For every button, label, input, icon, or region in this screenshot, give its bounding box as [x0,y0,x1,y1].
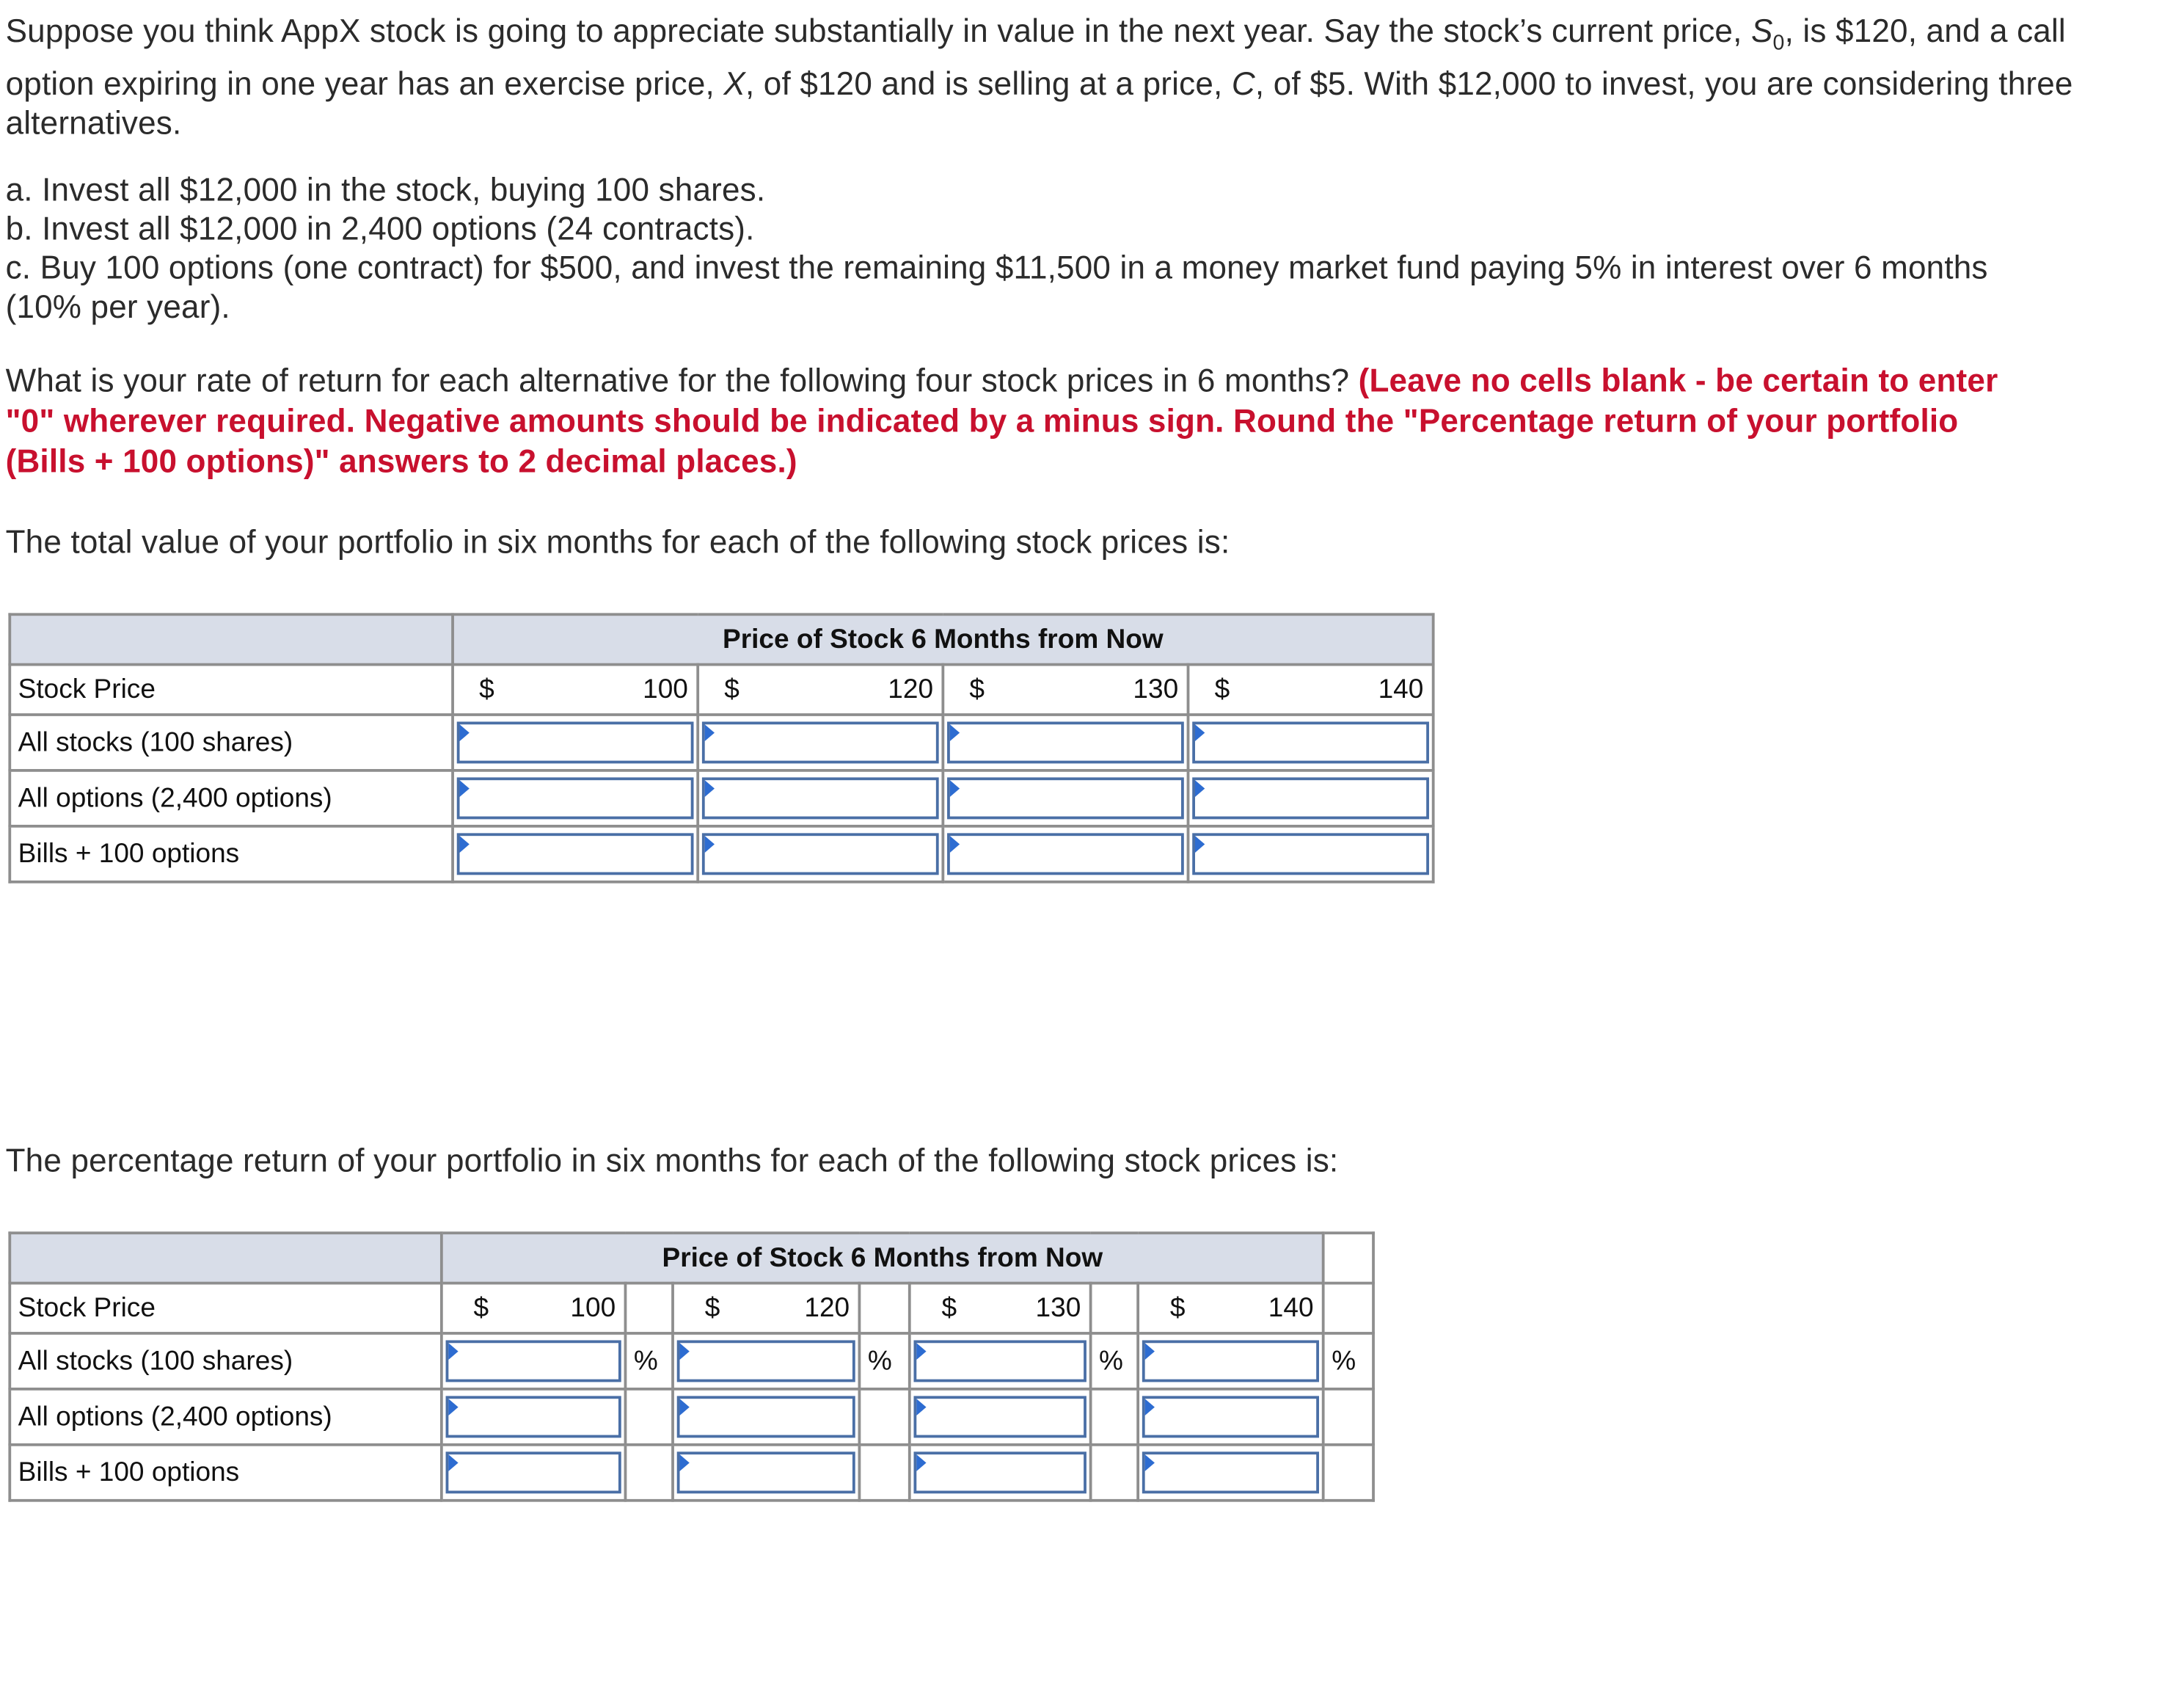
input-flag-icon [680,1399,690,1415]
pct-unit-spacer [625,1283,673,1333]
pct-input-cell [910,1445,1091,1501]
pct-unit-spacer [1323,1389,1373,1445]
pct-input-all-stocks-120[interactable] [677,1340,855,1382]
currency-symbol: $ [969,673,985,704]
input-flag-icon [1195,724,1205,741]
value-input-all-options-120[interactable] [702,777,939,819]
pct-unit-spacer [1091,1283,1139,1333]
pct-input-bills-options-140[interactable] [1142,1451,1319,1493]
price-value: 140 [1378,673,1424,704]
alternative-b: b. Invest all $12,000 in 2,400 options (24 contracts). [5,210,755,247]
currency-symbol: $ [1214,673,1230,704]
value-input-cell [698,715,943,770]
input-flag-icon [1145,1399,1155,1415]
input-flag-icon [680,1343,690,1360]
input-flag-icon [1145,1343,1155,1360]
pct-row-all-options [10,1389,1373,1445]
pct-input-cell [910,1389,1091,1445]
pct-table-price-row [10,1283,1373,1333]
input-flag-icon [1145,1454,1155,1471]
pct-unit-spacer [625,1445,673,1501]
value-row-bills-options [10,826,1433,882]
intro-text-4: , of $5. With $12,000 to invest, you are considering three alternatives. [5,65,2073,141]
pct-table-corner [10,1233,442,1283]
value-input-cell [698,770,943,826]
pct-caption-text: The percentage return of your portfolio in six months for each of the following stock prices is: [5,1142,1339,1179]
c-symbol: C [1231,65,1255,101]
problem-intro [6,11,2123,142]
value-input-cell [943,770,1188,826]
pct-price-cell-100 [442,1283,626,1333]
price-value: 140 [1268,1291,1314,1323]
pct-input-cell [673,1333,859,1389]
value-input-cell [1188,826,1434,882]
pct-unit-spacer [859,1445,909,1501]
input-flag-icon [1195,836,1205,853]
currency-symbol: $ [1169,1291,1186,1323]
value-input-cell [453,715,698,770]
value-input-all-options-130[interactable] [947,777,1184,819]
currency-symbol: $ [479,673,494,704]
value-input-cell [943,715,1188,770]
input-flag-icon [950,836,960,853]
value-input-bills-options-120[interactable] [702,833,939,875]
value-input-bills-options-140[interactable] [1192,833,1429,875]
row-label-all-stocks: All stocks (100 shares) [10,1333,442,1389]
pct-price-cell-130 [910,1283,1091,1333]
pct-input-cell [442,1333,626,1389]
value-input-cell [698,826,943,882]
currency-symbol: $ [704,1291,720,1323]
value-table-price-row [10,665,1433,715]
pct-input-cell [1138,1333,1323,1389]
pct-row-all-stocks [10,1333,1373,1389]
value-caption-text: The total value of your portfolio in six months for each of the following stock prices is: [5,523,1230,561]
pct-unit-spacer [859,1283,909,1333]
pct-table-header: Price of Stock 6 Months from Now [442,1233,1323,1283]
alternative-c: c. Buy 100 options (one contract) for $500, and invest the remaining $11,500 in a money market fund paying 5% in interest over 6 months (10% per year). [5,249,1988,325]
row-label-all-options: All options (2,400 options) [10,770,453,826]
input-flag-icon [916,1399,926,1415]
pct-input-cell [1138,1389,1323,1445]
price-cell-100 [453,665,698,715]
input-flag-icon [680,1454,690,1471]
pct-input-cell [673,1389,859,1445]
pct-unit-spacer [1323,1445,1373,1501]
pct-input-cell [910,1333,1091,1389]
value-input-bills-options-130[interactable] [947,833,1184,875]
pct-input-all-options-120[interactable] [677,1396,855,1438]
value-table-corner [10,614,453,664]
stock-price-label: Stock Price [10,665,453,715]
pct-input-bills-options-130[interactable] [913,1451,1086,1493]
value-input-cell [1188,715,1434,770]
input-flag-icon [448,1343,458,1360]
pct-table-caption [6,1141,2123,1180]
row-label-all-stocks: All stocks (100 shares) [10,715,453,770]
pct-unit-spacer [1323,1283,1373,1333]
alternatives-list [6,170,2123,327]
intro-text-2: , is $120, and a call option expiring in one year has an exercise price, [5,12,2066,101]
pct-input-cell [442,1445,626,1501]
price-cell-130 [943,665,1188,715]
input-flag-icon [460,836,470,853]
question-block [6,361,2026,482]
currency-symbol: $ [941,1291,957,1323]
currency-symbol: $ [473,1291,489,1323]
value-row-all-stocks [10,715,1433,770]
input-flag-icon [950,780,960,797]
value-table [8,613,1434,883]
value-input-bills-options-100[interactable] [457,833,694,875]
input-flag-icon [705,724,715,741]
input-flag-icon [705,780,715,797]
price-value: 130 [1035,1291,1081,1323]
pct-row-bills-options [10,1445,1373,1501]
pct-input-bills-options-100[interactable] [446,1451,621,1493]
value-row-all-options [10,770,1433,826]
percent-sign: % [1323,1333,1373,1389]
pct-price-cell-120 [673,1283,859,1333]
pct-input-all-stocks-100[interactable] [446,1340,621,1382]
pct-input-all-stocks-140[interactable] [1142,1340,1319,1382]
value-input-all-stocks-130[interactable] [947,721,1184,763]
alternative-a: a. Invest all $12,000 in the stock, buying 100 shares. [5,171,766,208]
pct-unit-spacer [1091,1445,1139,1501]
pct-unit-spacer [1091,1389,1139,1445]
value-table-caption [6,522,2123,561]
value-input-cell [1188,770,1434,826]
pct-input-bills-options-120[interactable] [677,1451,855,1493]
input-flag-icon [460,780,470,797]
input-flag-icon [448,1454,458,1471]
percent-sign: % [625,1333,673,1389]
price-value: 100 [570,1291,616,1323]
price-value: 130 [1133,673,1179,704]
pct-table-header-row [10,1233,1373,1283]
input-flag-icon [916,1343,926,1360]
value-input-cell [453,770,698,826]
pct-input-cell [673,1445,859,1501]
value-input-cell [453,826,698,882]
pct-input-all-options-130[interactable] [913,1396,1086,1438]
pct-input-cell [1138,1445,1323,1501]
price-cell-140 [1188,665,1434,715]
percent-sign: % [859,1333,909,1389]
intro-text-3: , of $120 and is selling at a price, [745,65,1232,101]
input-flag-icon [916,1454,926,1471]
price-value: 100 [643,673,688,704]
pct-table [8,1231,1375,1501]
value-input-all-options-140[interactable] [1192,777,1429,819]
currency-symbol: $ [724,673,739,704]
row-label-all-options: All options (2,400 options) [10,1389,442,1445]
stock-price-label: Stock Price [10,1283,442,1333]
instructions-text: (Leave no cells blank - be certain to enter "0" wherever required. Negative amounts should be indicated by a minus sign. Round the "Percentage return of your portfolio (Bills + 100 options)" answers to 2 decimal places.) [5,362,1998,480]
pct-table-header-spacer [1323,1233,1373,1283]
pct-input-all-stocks-130[interactable] [913,1340,1086,1382]
row-label-bills-options: Bills + 100 options [10,1445,442,1501]
price-cell-120 [698,665,943,715]
pct-price-cell-140 [1138,1283,1323,1333]
pct-input-all-options-140[interactable] [1142,1396,1319,1438]
price-value: 120 [804,1291,850,1323]
pct-unit-spacer [859,1389,909,1445]
row-label-bills-options: Bills + 100 options [10,826,453,882]
pct-input-cell [442,1389,626,1445]
percent-sign: % [1091,1333,1139,1389]
value-input-all-stocks-140[interactable] [1192,721,1429,763]
s0-symbol: S [1750,12,1773,49]
input-flag-icon [448,1399,458,1415]
price-value: 120 [888,673,934,704]
x-symbol: X [723,65,745,101]
question-text: What is your rate of return for each alternative for the following four stock prices in 6 months? [5,362,1359,398]
value-table-header: Price of Stock 6 Months from Now [453,614,1434,664]
value-input-all-stocks-120[interactable] [702,721,939,763]
value-input-all-stocks-100[interactable] [457,721,694,763]
s0-subscript: 0 [1772,31,1785,56]
pct-unit-spacer [625,1389,673,1445]
input-flag-icon [1195,780,1205,797]
value-table-header-row [10,614,1433,664]
intro-text-1: Suppose you think AppX stock is going to appreciate substantially in value in the next year. Say the stock’s current price, [5,12,1751,49]
input-flag-icon [460,724,470,741]
input-flag-icon [950,724,960,741]
value-input-cell [943,826,1188,882]
value-input-all-options-100[interactable] [457,777,694,819]
input-flag-icon [705,836,715,853]
pct-input-all-options-100[interactable] [446,1396,621,1438]
